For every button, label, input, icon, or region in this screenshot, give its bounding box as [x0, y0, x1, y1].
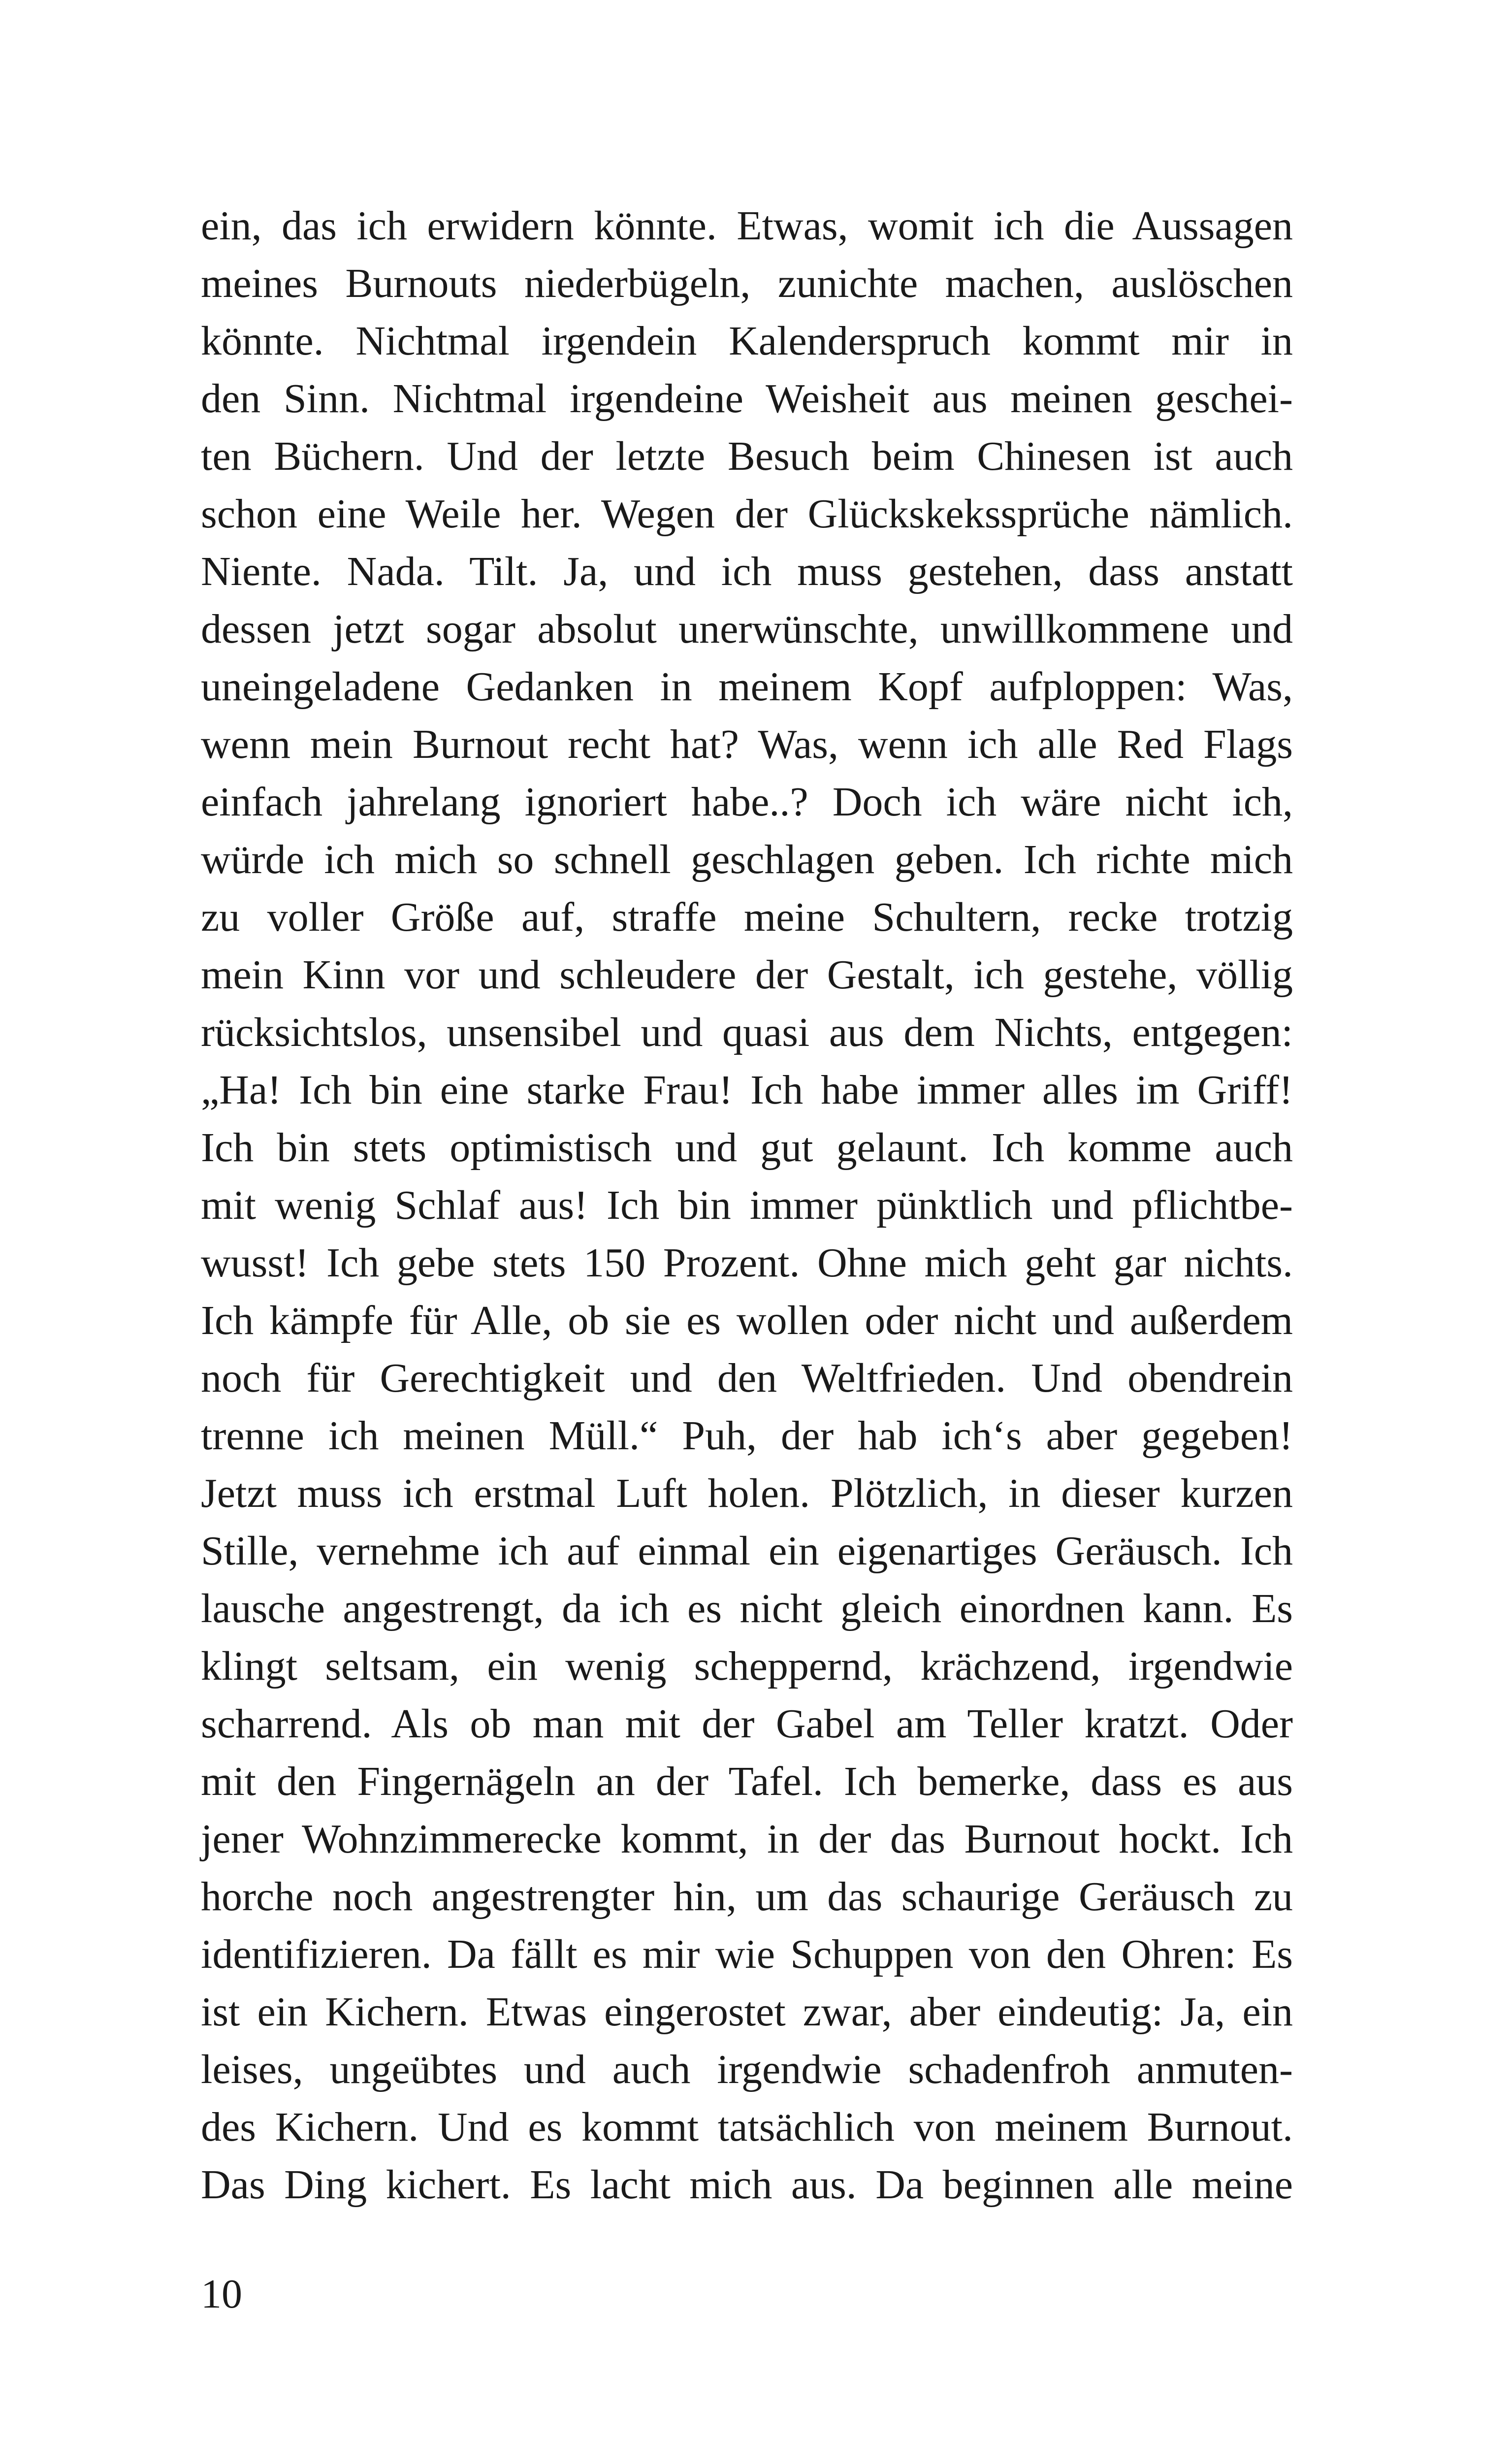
text-line: klingt seltsam, ein wenig scheppernd, krächzend, irgendwie	[201, 1643, 1293, 1689]
text-line: trenne ich meinen Müll.“ Puh, der hab ich‘s aber gegeben!	[201, 1413, 1293, 1459]
text-line: Stille, vernehme ich auf einmal ein eigenartiges Geräusch. Ich	[201, 1528, 1293, 1574]
text-line: des Kichern. Und es kommt tatsächlich von meinem Burnout.	[201, 2104, 1293, 2150]
page-number: 10	[201, 2271, 242, 2317]
text-line: könnte. Nichtmal irgendein Kalenderspruch kommt mir in	[201, 318, 1293, 364]
text-line: wenn mein Burnout recht hat? Was, wenn ich alle Red Flags	[201, 721, 1293, 767]
text-line: jener Wohnzimmerecke kommt, in der das Burnout hockt. Ich	[201, 1816, 1293, 1862]
text-line: noch für Gerechtigkeit und den Weltfrieden. Und obendrein	[201, 1355, 1293, 1401]
text-line: „Ha! Ich bin eine starke Frau! Ich habe immer alles im Griff!	[201, 1067, 1293, 1113]
text-line: rücksichtslos, unsensibel und quasi aus dem Nichts, entgegen:	[201, 1010, 1293, 1055]
text-line: mit den Fingernägeln an der Tafel. Ich bemerke, dass es aus	[201, 1759, 1293, 1804]
text-line: schon eine Weile her. Wegen der Glückskekssprüche nämlich.	[201, 491, 1293, 537]
text-line: ist ein Kichern. Etwas eingerostet zwar, aber eindeutig: Ja, ein	[201, 1989, 1293, 2035]
text-line: identifizieren. Da fällt es mir wie Schuppen von den Ohren: Es	[201, 1931, 1293, 1977]
text-line: ein, das ich erwidern könnte. Etwas, womit ich die Aussagen	[201, 203, 1293, 249]
text-line: zu voller Größe auf, straffe meine Schultern, recke trotzig	[201, 894, 1293, 940]
text-line: Das Ding kichert. Es lacht mich aus. Da beginnen alle meine	[201, 2162, 1293, 2208]
text-line: leises, ungeübtes und auch irgendwie schadenfroh anmuten-	[201, 2047, 1293, 2092]
text-line: Ich bin stets optimistisch und gut gelaunt. Ich komme auch	[201, 1125, 1293, 1171]
text-line: Niente. Nada. Tilt. Ja, und ich muss gestehen, dass anstatt	[201, 549, 1293, 594]
text-line: mit wenig Schlaf aus! Ich bin immer pünktlich und pflichtbe-	[201, 1182, 1293, 1228]
text-line: würde ich mich so schnell geschlagen geben. Ich richte mich	[201, 837, 1293, 882]
body-text	[201, 197, 1293, 2214]
text-line: scharrend. Als ob man mit der Gabel am Teller kratzt. Oder	[201, 1701, 1293, 1747]
text-line: wusst! Ich gebe stets 150 Prozent. Ohne mich geht gar nichts.	[201, 1240, 1293, 1286]
text-line: ten Büchern. Und der letzte Besuch beim Chinesen ist auch	[201, 433, 1293, 479]
text-line: meines Burnouts niederbügeln, zunichte machen, auslöschen	[201, 261, 1293, 306]
text-line: mein Kinn vor und schleudere der Gestalt, ich gestehe, völlig	[201, 952, 1293, 998]
text-line: einfach jahrelang ignoriert habe..? Doch ich wäre nicht ich,	[201, 779, 1293, 825]
text-line: Jetzt muss ich erstmal Luft holen. Plötzlich, in dieser kurzen	[201, 1470, 1293, 1516]
text-line: den Sinn. Nichtmal irgendeine Weisheit aus meinen geschei-	[201, 376, 1293, 422]
text-line: horche noch angestrengter hin, um das schaurige Geräusch zu	[201, 1874, 1293, 1920]
text-line: dessen jetzt sogar absolut unerwünschte, unwillkommene und	[201, 606, 1293, 652]
text-line: Ich kämpfe für Alle, ob sie es wollen oder nicht und außerdem	[201, 1298, 1293, 1343]
text-line: uneingeladene Gedanken in meinem Kopf aufploppen: Was,	[201, 664, 1293, 710]
text-line: lausche angestrengt, da ich es nicht gleich einordnen kann. Es	[201, 1586, 1293, 1631]
